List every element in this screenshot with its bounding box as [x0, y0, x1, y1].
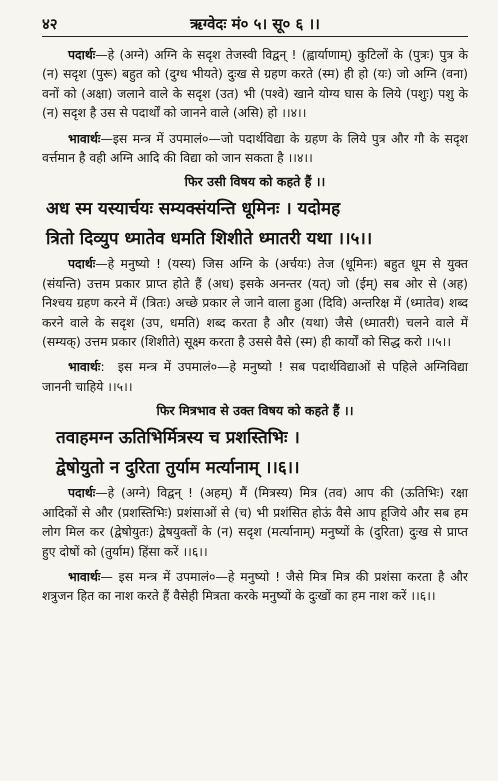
bhavartha-text: — इस मन्त्र में उपमालं०—हे मनुष्यो ! जैसे मित्र मित्र की प्रशंसा करता है और शत्रुजन हित का नाश करते हैं वैसेही मित्रता करके मनुष्यों के दुःखों का हम नाश करें ।।६।।: [42, 568, 468, 604]
running-title: ऋग्वेदः मं० ५। सू० ६ ।।: [190, 15, 320, 33]
page-header: [42, 14, 468, 37]
bhavartha-paragraph-6: [42, 567, 468, 606]
section-intro-6: फिर मित्रभाव से उक्त विषय को कहते हैं ।।: [156, 403, 354, 419]
bhavartha-paragraph-5: भावार्थः: इस मन्त्र में उपमालं०—हे मनुष्यो ! सब पदार्थविद्याओं से पहिले अग्निविद्या जाननी चाहिये ।।५।।: [42, 359, 468, 394]
padartha-text: —हे (अग्ने) अग्नि के सदृश तेजस्वी विद्वन् ! (ह्वार्याणाम्) कुटिलों के (पुत्रः) पुत्र के (न) सदृश (पुरू) बहुत को (दुग्ध भीयते) दुःख से ग्रहण करते (स्म) ही हो (यः) जो अग्नि (वना) वनों को (अक्षा) जलाने वाले के सदृश (उत) भी (पश्वे) खाने योग्य घास के लिये (पशुः) पशु के (न) सदृश है उस से पदार्थों को जानने वाले (असि) हो ।।४।।: [42, 47, 468, 121]
mantra-6-line-2: द्वेषोयुतो न दुरिता तुर्याम मर्त्यानाम् ।।६।।: [56, 458, 300, 479]
bhavartha-text: इस मन्त्र में उपमालं०—हे मनुष्यो ! सब पदार्थविद्याओं से पहिले अग्निविद्या जाननी चाहिये ।।५।।: [42, 359, 468, 394]
mantra-5-line-1: अध स्म यस्यार्चयः सम्यक्संयन्ति धूमिनः । यदोमह: [46, 199, 341, 220]
bhavartha-label: भावार्थः: [68, 568, 101, 584]
mantra-5-line-2: त्रितो दिव्युप ध्मातेव धमति शिशीते ध्मातरी यथा ।।५।।: [46, 229, 373, 250]
padartha-text: —हे (अग्ने) विद्वन् ! (अहम्) मैं (मित्रस्य) मित्र (तव) आप की (ऊतिभिः) रक्षा आदिकों से और (प्रशस्तिभिः) प्रशंसाओं से (च) भी प्रशंसित होऊं वैसे आप हूजिये और सब हम लोग मिल कर (द्वेषोयुतः) द्वेषयुक्तों के (न) सदृश (मर्त्यानाम्) मनुष्यों के (दुरिता) दुःख से प्राप्त हुए दोषों को (तुर्याम) हिंसा करें ।।६।।: [42, 485, 468, 559]
padartha-paragraph-6: [42, 483, 468, 561]
bhavartha-label: भावार्थः: [68, 130, 101, 146]
bhavartha-label: भावार्थः: [68, 359, 101, 375]
page-number: ४२: [42, 15, 58, 33]
padartha-paragraph-5: [42, 254, 468, 351]
padartha-label: पदार्थः: [68, 485, 96, 501]
section-intro-5: फिर उसी विषय को कहते हैं ।।: [184, 174, 326, 190]
padartha-label: पदार्थः: [68, 256, 96, 272]
bhavartha-text: —इस मन्त्र में उपमालं०—जो पदार्थविद्या के ग्रहण के लिये पुत्र और गौ के सदृश वर्त्तमान है वही अग्नि आदि की विद्या को जान सकता है ।।४।।: [42, 130, 468, 166]
bhavartha-paragraph-4: [42, 129, 468, 168]
padartha-text: —हे मनुष्यो ! (यस्य) जिस अग्नि के (अर्चयः) तेज (धूमिनः) बहुत धूम से युक्त (संयन्ति) उत्तम प्रकार प्राप्त होते हैं (अध) इसके अनन्तर (यत्) जो (ईम्) सब ओर से (अह) निश्चय ग्रहण करने में (त्रितः) अच्छे प्रकार ले जाने वाला हुआ (दिवि) अन्तरिक्ष में (ध्मातेव) शब्द करने वाले के सदृश (उप, धमति) शब्द करता है और (यथा) जैसे (ध्मातरी) चलने वाले में (सम्यक्) उत्तम प्रकार (शिशीते) सूक्ष्म करता है उससे वैसे (स्म) ही कार्यों को सिद्ध करो ।।५।।: [42, 256, 468, 350]
padartha-label: पदार्थः: [68, 47, 96, 62]
padartha-paragraph-4: [42, 45, 468, 123]
mantra-6-line-1: तवाहमग्न ऊतिभिर्मित्रस्य च प्रशस्तिभिः ।: [56, 428, 300, 449]
